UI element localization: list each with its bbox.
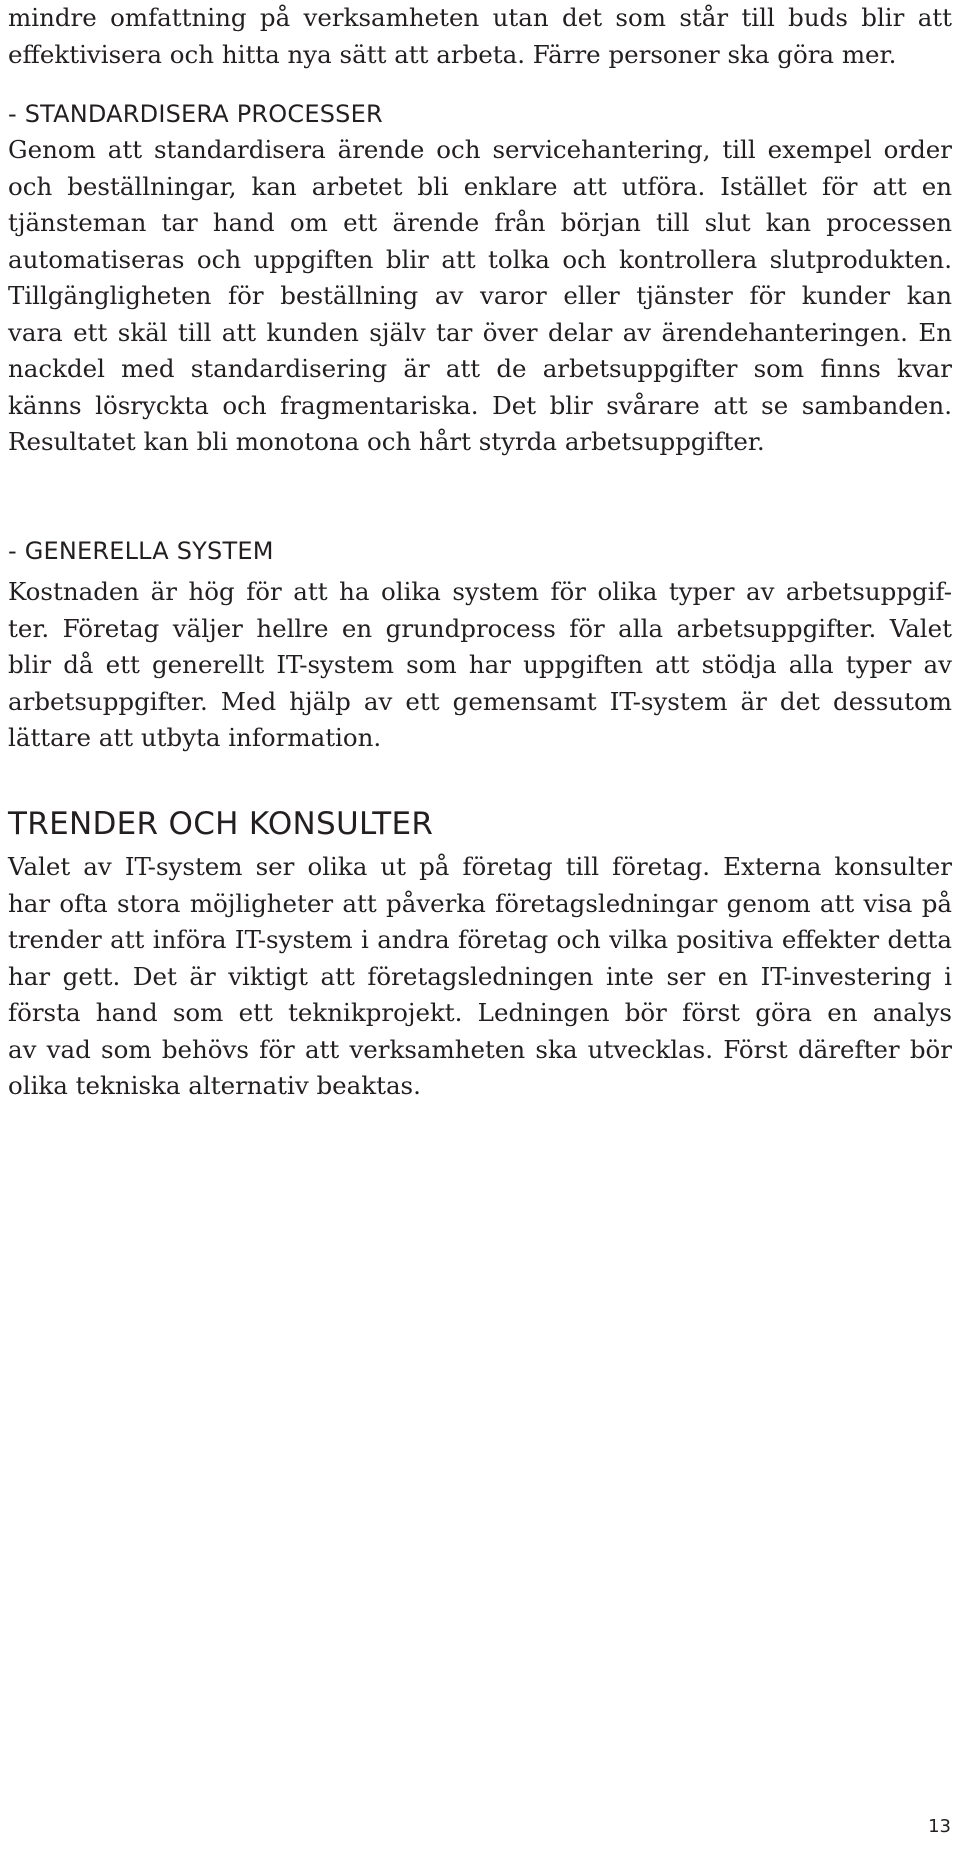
- section-standardisera: [8, 96, 952, 461]
- text-line: Genom att standardisera ärende och servicehantering, till exempel order: [8, 135, 952, 164]
- section-trender: [8, 802, 952, 1105]
- text-line: mindre omfattning på verksamheten utan det som står till buds blir att: [8, 3, 952, 32]
- section-body: [8, 574, 952, 757]
- section-body: [8, 132, 952, 461]
- text-line: arbetsuppgifter. Med hjälp av ett gemensamt IT-system är det dessutom: [8, 686, 952, 716]
- text-line: lättare att utbyta information.: [8, 723, 382, 752]
- text-line: första hand som ett teknikprojekt. Ledningen bör först göra en analys: [8, 998, 952, 1027]
- text-line: har gett. Det är viktigt att företagsledningen inte ser en IT-investering i: [8, 961, 952, 991]
- text-line: automatiseras och uppgiften blir att tolka och kontrollera slutprodukten.: [8, 244, 952, 274]
- text-line: trender att införa IT-system i andra företag och vilka positiva effekter detta: [8, 925, 952, 954]
- text-line: tjänsteman tar hand om ett ärende från början till slut kan processen: [8, 208, 952, 237]
- text-line: av vad som behövs för att verksamheten ska utvecklas. Först därefter bör: [8, 1034, 952, 1064]
- text-line: och beställningar, kan arbetet bli enklare att utföra. Istället för att en: [8, 171, 952, 201]
- text-line: Valet av IT-system ser olika ut på företag till företag. Externa konsulter: [8, 852, 952, 881]
- text-line: har ofta stora möjligheter att påverka företagsledningar genom att visa på: [8, 888, 952, 918]
- text-line: ter. Företag väljer hellre en grundprocess för alla arbetsuppgifter. Valet: [8, 613, 952, 643]
- intro-paragraph: [8, 0, 952, 73]
- text-line: effektivisera och hitta nya sätt att arbeta. Färre personer ska göra mer.: [8, 39, 897, 69]
- text-line: Resultatet kan bli monotona och hårt styrda arbetsuppgifter.: [8, 427, 765, 456]
- section-heading: - STANDARDISERA PROCESSER: [8, 100, 383, 128]
- text-line: Kostnaden är hög för att ha olika system för olika typer av arbetsuppgif-: [8, 577, 952, 606]
- section-heading: TRENDER OCH KONSULTER: [8, 806, 434, 842]
- text-line: känns lösryckta och fragmentariska. Det blir svårare att se sambanden.: [8, 390, 952, 420]
- text-line: vara ett skäl till att kunden själv tar över delar av ärendehanteringen. En: [8, 317, 952, 347]
- text-line: nackdel med standardisering är att de arbetsuppgifter som finns kvar: [8, 354, 952, 383]
- section-generella: [8, 533, 952, 757]
- section-heading: - GENERELLA SYSTEM: [8, 537, 274, 565]
- text-line: Tillgängligheten för beställning av varor eller tjänster för kunder kan: [8, 281, 952, 310]
- page-number: 13: [928, 1816, 951, 1837]
- text-line: olika tekniska alternativ beaktas.: [8, 1071, 421, 1100]
- text-line: blir då ett generellt IT-system som har uppgiften att stödja alla typer av: [8, 650, 952, 679]
- section-body: [8, 849, 952, 1105]
